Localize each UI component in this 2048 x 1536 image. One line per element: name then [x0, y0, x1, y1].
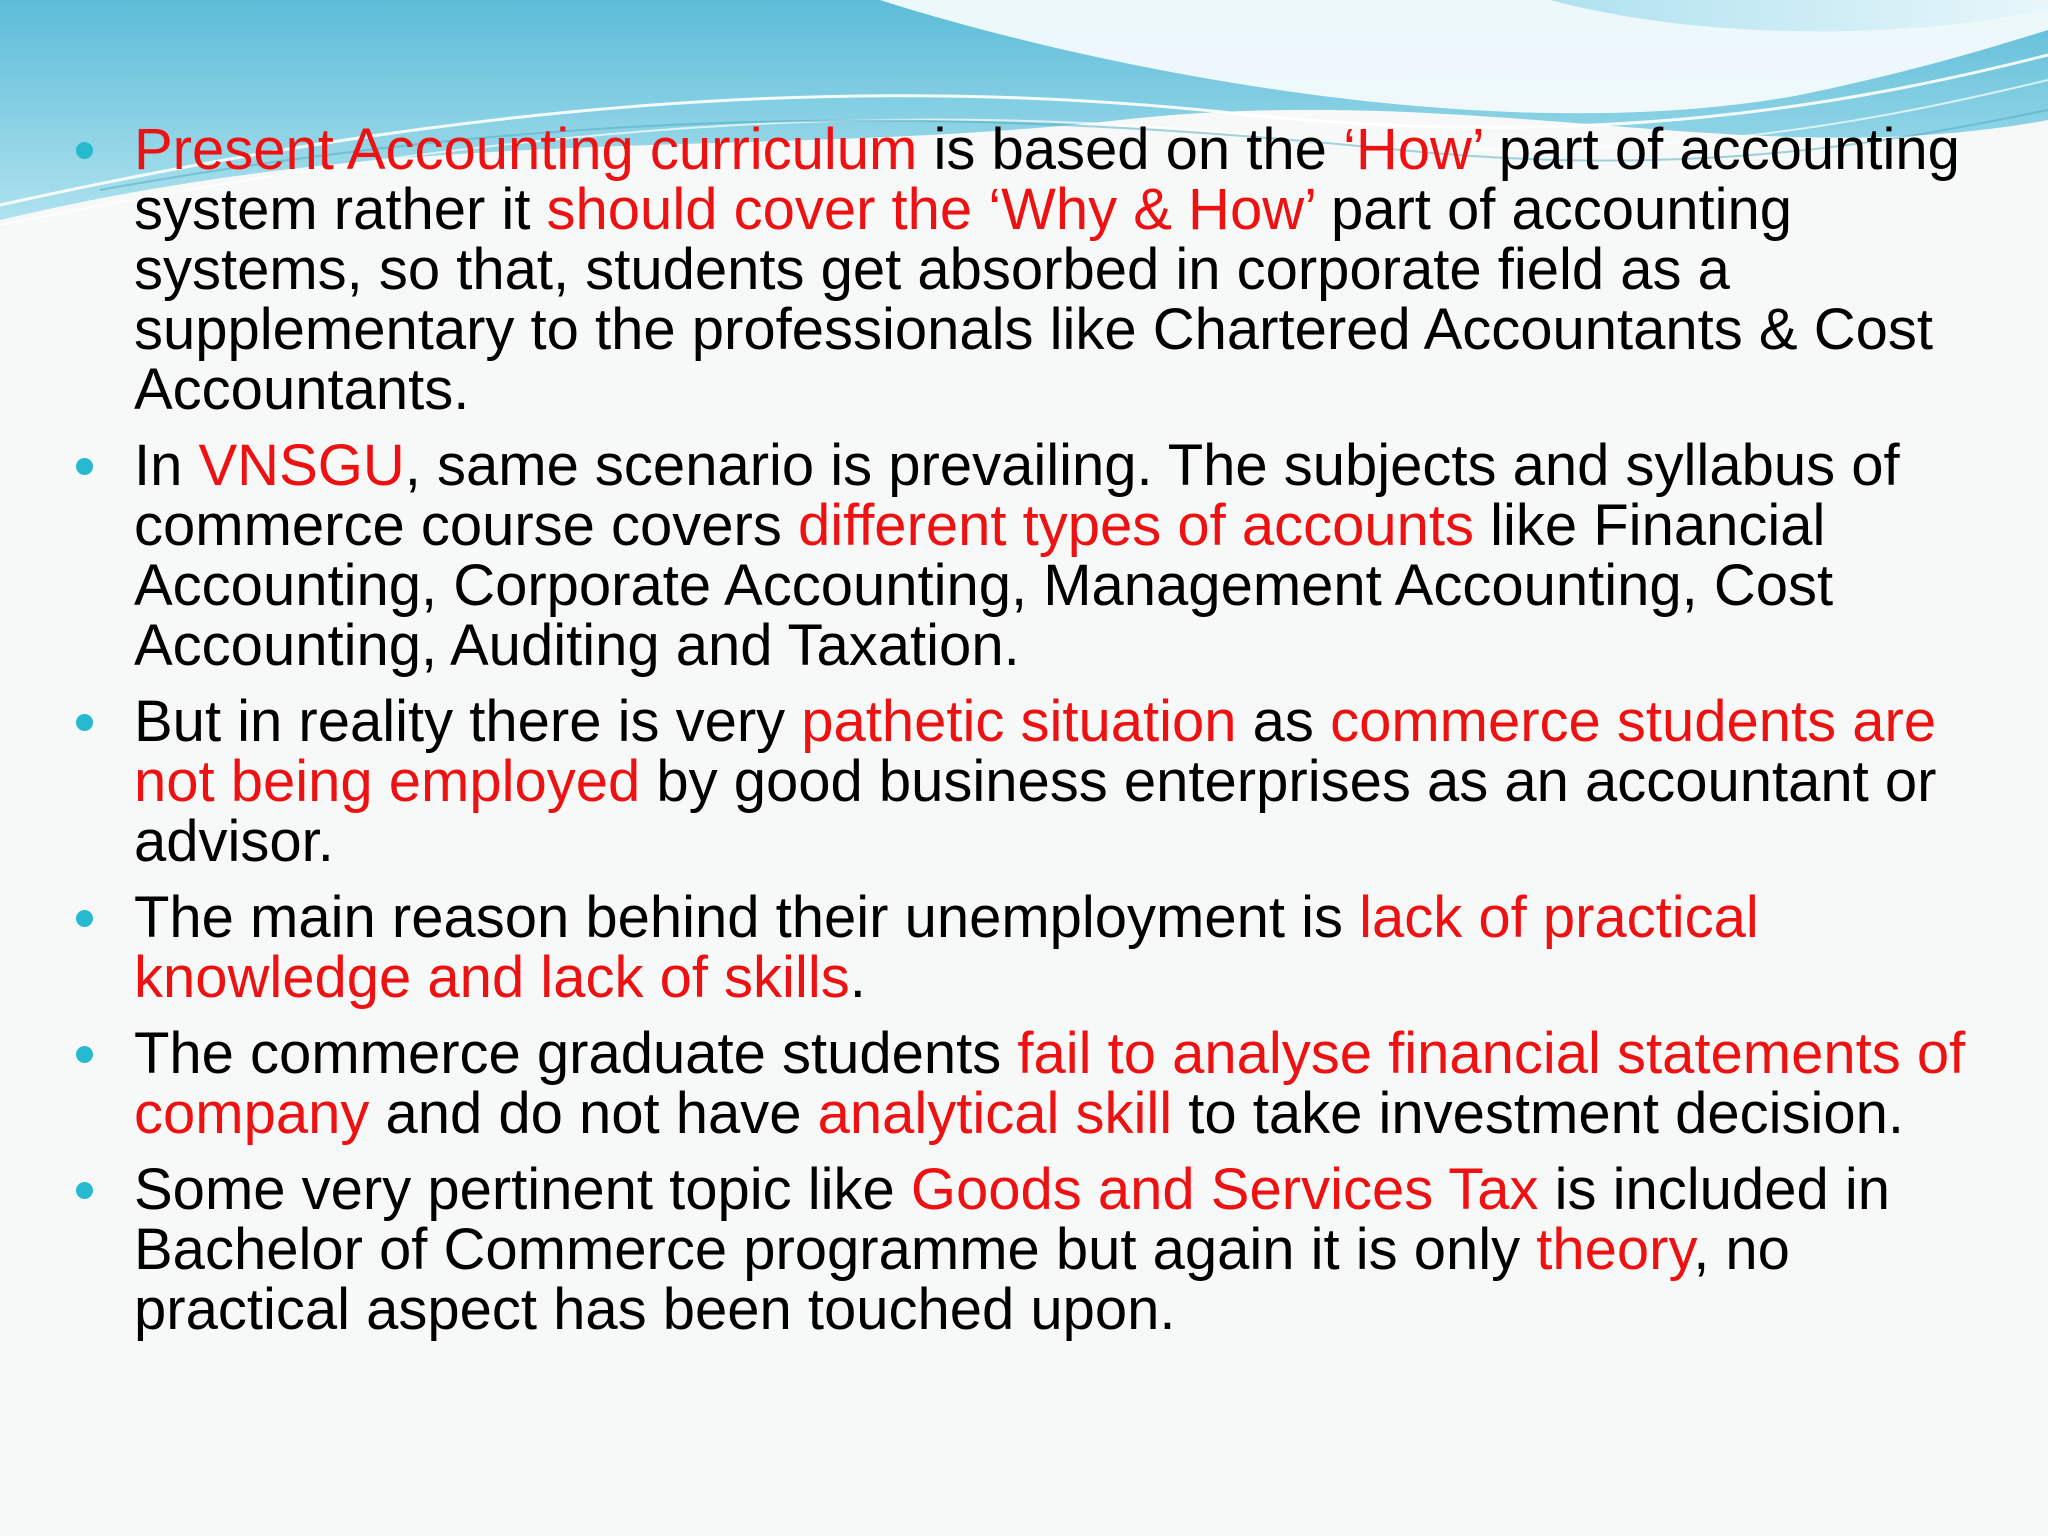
- body-text: and do not have: [369, 1081, 818, 1146]
- body-text: The commerce graduate students: [134, 1021, 1018, 1086]
- bullet-item: [70, 1157, 2010, 1342]
- bullet-dot-icon: [76, 458, 93, 475]
- body-text: as: [1236, 689, 1331, 754]
- bullet-dot-icon: [76, 910, 93, 927]
- highlighted-text: theory: [1536, 1217, 1694, 1282]
- highlighted-text: should cover the ‘Why & How’: [546, 177, 1315, 242]
- body-text: like Financial Accounting, Corporate Accounting, Management Accounting, Cost Accounting, Auditing and Taxation.: [134, 493, 1834, 678]
- highlighted-text: different types of accounts: [797, 493, 1474, 558]
- highlighted-text: ‘How’: [1343, 117, 1483, 182]
- bullet-item: [70, 433, 2010, 678]
- bullet-item: [70, 689, 2010, 874]
- body-text: to take investment decision.: [1172, 1081, 1905, 1146]
- highlighted-text: pathetic situation: [801, 689, 1237, 754]
- body-text: is included in Bachelor of Commerce programme but again it is only: [134, 1157, 1890, 1282]
- body-text: In: [134, 433, 199, 498]
- body-text: The main reason behind their unemployment is: [134, 885, 1360, 950]
- highlighted-text: VNSGU: [198, 433, 405, 498]
- bullet-dot-icon: [76, 714, 93, 731]
- body-text: part of accounting system rather it: [134, 117, 1960, 242]
- body-text: part of accounting systems, so that, students get absorbed in corporate field as a supplementary to the professionals like Chartered Accountants & Cost Accountants.: [134, 177, 1933, 422]
- body-text: is based on the: [917, 117, 1344, 182]
- body-text: But in reality there is very: [134, 689, 802, 754]
- bullet-dot-icon: [76, 1046, 93, 1063]
- body-text: Some very pertinent topic like: [134, 1157, 911, 1222]
- highlighted-text: Goods and Services Tax: [910, 1157, 1539, 1222]
- bullet-item: [70, 117, 2010, 422]
- body-text: by good business enterprises as an accountant or advisor.: [134, 749, 1937, 874]
- highlighted-text: fail to analyse financial statements of company: [134, 1021, 1966, 1146]
- highlighted-text: commerce students are not being employed: [134, 689, 1937, 814]
- body-text: .: [849, 945, 866, 1010]
- bullet-item: [70, 885, 2010, 1010]
- bullet-dot-icon: [76, 1182, 93, 1199]
- bullet-list: [70, 117, 2010, 1356]
- bullet-dot-icon: [76, 142, 93, 159]
- highlighted-text: analytical skill: [817, 1081, 1173, 1146]
- body-text: , same scenario is prevailing. The subjects and syllabus of commerce course covers: [134, 433, 1900, 558]
- highlighted-text: lack of practical knowledge and lack of skills: [134, 885, 1759, 1010]
- bullet-item: [70, 1021, 2010, 1146]
- highlighted-text: Present Accounting curriculum: [134, 117, 918, 182]
- body-text: , no practical aspect has been touched upon.: [134, 1217, 1790, 1342]
